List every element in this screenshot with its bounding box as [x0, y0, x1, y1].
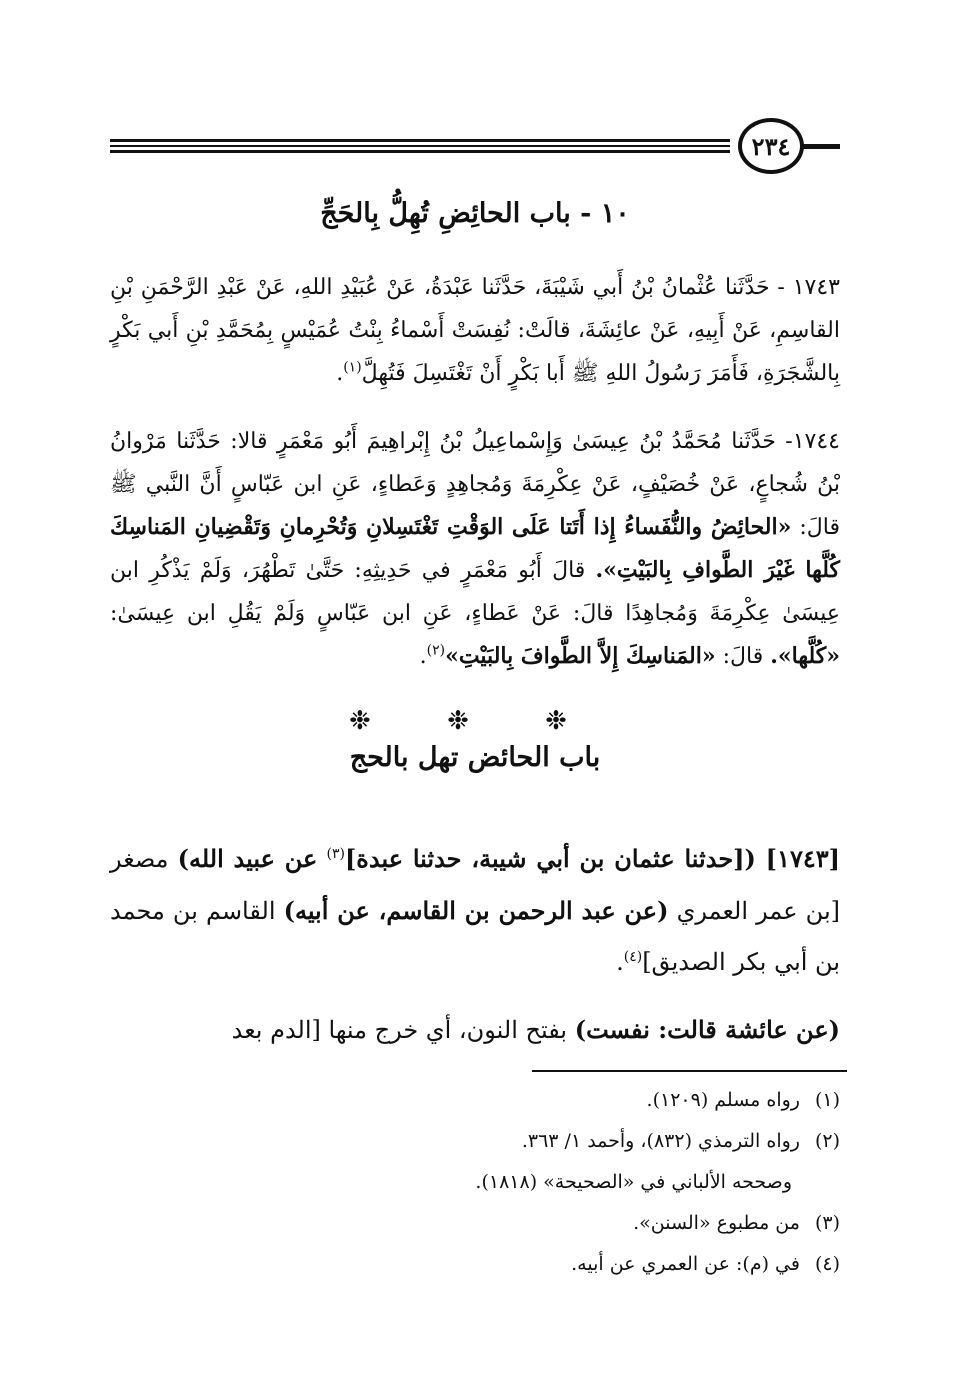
chapter-title: ١٠ - باب الحائِضِ تُهِلُّ بِالحَجِّ: [320, 198, 630, 229]
footnote-ref: (١): [343, 359, 362, 376]
footnote-divider: [532, 1070, 847, 1072]
hadith-text: ١٧٤٤- حَدَّثَنا مُحَمَّدُ بْنُ عِيسَىٰ وَإِسْماعِيلُ بْنُ إِبْراهِيمَ أَبُو مَعْمَرٍ قالا: حَدَّثَنا مَرْوانُ بْنُ شُجاعٍ، عَنْ خُصَيْفٍ، عَنْ عِكْرِمَةَ وَمُجاهِدٍ وَعَطاءٍ، عَنِ ابن عَبّاسٍ أَنَّ النَّبي ﷺ قالَ:: [110, 429, 840, 540]
hadith-text: قالَ أَبُو مَعْمَرٍ في حَدِيثِهِ: حَتَّىٰ تَطْهُرَ، وَلَمْ يَذْكُرِ ابن عِيسَىٰ عِكْرِمَةَ وَمُجاهِدًا قالَ: عَنْ عَطاءٍ، عَنِ ابن عَبّاسٍ وَلَمْ يَقُلِ ابن عِيسَىٰ:: [110, 558, 840, 626]
commentary-text: مصغر [بن عمر العمري: [110, 845, 840, 925]
hadith-matn: «الحائِضُ والنُّفَساءُ إِذا أَتَتا عَلَى الوَقْتِ تَغْتَسِلانِ وَتُحْرِمانِ وَتَقْضِيانِ المَناسِكَ كُلَّها غَيْرَ الطَّوافِ بِالبَيْتِ».: [110, 514, 840, 583]
footnote: [110, 1203, 840, 1244]
footnote-text: من مطبوع «السنن».: [633, 1212, 800, 1234]
header-rule: [110, 139, 730, 142]
footnote-number: (٣): [814, 1212, 840, 1234]
footnote: [110, 1121, 840, 1162]
hadith-text: قالَ:: [722, 644, 764, 669]
footnote-text: في (م): عن العمري عن أبيه.: [571, 1253, 800, 1275]
hadith-matn: «المَناسِكَ إِلاَّ الطَّوافَ بِالبَيْتِ»: [445, 643, 716, 669]
commentary-quote: عن عبيد الله): [177, 844, 318, 873]
header-rule: [110, 150, 730, 153]
hadith-matn: «كُلَّها».: [770, 643, 840, 669]
footnote-ref: (٣): [326, 846, 345, 862]
page-number: ٢٣٤: [738, 118, 804, 174]
hadith-1743: ١٧٤٣ - حَدَّثَنا عُثْمانُ بْنُ أَبي شَيْبَةَ، حَدَّثَنا عَبْدَةُ، عَنْ عُبَيْدِ اللهِ، عَنْ عَبْدِ الرَّحْمَنِ بْنِ القاسِمِ، عَنْ أَبِيهِ، عَنْ عائِشَةَ، قالَتْ: نُفِسَتْ أَسْماءُ بِنْتُ عُمَيْسٍ بِمُحَمَّدِ بْنِ أَبي بَكْرٍ بِالشَّجَرَةِ، فَأَمَرَ رَسُولُ اللهِ ﷺ أَبا بَكْرٍ أَنْ تَغْتَسِلَ فَتُهِلَّ$^{(١)}$.: [110, 275, 840, 386]
section-separator: ❉ ❉ ❉: [349, 706, 601, 736]
commentary-paragraph: [١٧٤٣] ([حدثنا عثمان بن أبي شيبة، حدثنا عبدة]$^{(٣)}$ عن عبيد الله) مصغر [بن عمر العمري (عن عبد الرحمن بن القاسم، عن أبيه) القاسم بن محمد بن أبي بكر الصديق]$^{(٤)}$.: [110, 844, 840, 976]
footnote: [110, 1162, 840, 1203]
commentary-quote: [١٧٤٣] ([حدثنا عثمان بن أبي شيبة، حدثنا عبدة]: [344, 844, 840, 873]
footnote-number: (٤): [814, 1253, 840, 1275]
footnote: [110, 1244, 840, 1285]
footnote-text: رواه الترمذي (٨٣٢)، وأحمد ١/ ٣٦٣.: [521, 1130, 800, 1152]
footnote-ref: (٢): [426, 642, 446, 659]
hadith-1744: ١٧٤٤- حَدَّثَنا مُحَمَّدُ بْنُ عِيسَىٰ وَإِسْماعِيلُ بْنُ إِبْراهِيمَ أَبُو مَعْمَرٍ قالا: حَدَّثَنا مَرْوانُ بْنُ شُجاعٍ، عَنْ خُصَيْفٍ، عَنْ عِكْرِمَةَ وَمُجاهِدٍ وَعَطاءٍ، عَنِ ابن عَبّاسٍ أَنَّ النَّبي ﷺ قالَ: «الحائِضُ والنُّفَساءُ إِذا أَتَتا عَلَى الوَقْتِ تَغْتَسِلانِ وَتُحْرِمانِ وَتَقْضِيانِ المَناسِكَ كُلَّها غَيْرَ الطَّوافِ بِالبَيْتِ». قالَ أَبُو مَعْمَرٍ في حَدِيثِهِ: حَتَّىٰ تَطْهُرَ، وَلَمْ يَذْكُرِ ابن عِيسَىٰ عِكْرِمَةَ وَمُجاهِدًا قالَ: عَنْ عَطاءٍ، عَنِ ابن عَبّاسٍ وَلَمْ يَقُلِ ابن عِيسَىٰ: «كُلَّها». قالَ: «المَناسِكَ إِلاَّ الطَّوافَ بِالبَيْتِ»$^{(٢)}$.: [110, 429, 840, 669]
page-header: [110, 118, 840, 174]
commentary-text: القاسم بن محمد بن أبي بكر الصديق]: [110, 897, 840, 976]
hadith-text: ١٧٤٣ - حَدَّثَنا عُثْمانُ بْنُ أَبي شَيْبَةَ، حَدَّثَنا عَبْدَةُ، عَنْ عُبَيْدِ اللهِ، عَنْ عَبْدِ الرَّحْمَنِ بْنِ القاسِمِ، عَنْ أَبِيهِ، عَنْ عائِشَةَ، قالَتْ: نُفِسَتْ أَسْماءُ بِنْتُ عُمَيْسٍ بِمُحَمَّدِ بْنِ أَبي بَكْرٍ بِالشَّجَرَةِ، فَأَمَرَ رَسُولُ اللهِ ﷺ أَبا بَكْرٍ أَنْ تَغْتَسِلَ فَتُهِلَّ: [110, 275, 840, 386]
footnotes: [110, 1080, 840, 1285]
commentary-text: بفتح النون، أي خرج منها [الدم بعد: [231, 1016, 568, 1044]
header-rule: [110, 145, 730, 147]
footnote: [110, 1080, 840, 1121]
commentary-title: باب الحائض تهل بالحج: [349, 742, 601, 773]
commentary-quote: (عن عبد الرحمن بن القاسم، عن أبيه): [283, 896, 669, 925]
footnote-number: (٢): [814, 1130, 840, 1152]
commentary-quote: (عن عائشة قالت: نفست): [574, 1015, 840, 1044]
footnote-text: وصححه الألباني في «الصحيحة» (١٨١٨).: [475, 1171, 792, 1193]
footnote-text: رواه مسلم (١٢٠٩).: [646, 1089, 800, 1111]
footnote-ref: (٤): [623, 949, 643, 965]
commentary-paragraph: [110, 1004, 840, 1056]
header-rule-right: [800, 144, 840, 149]
footnote-number: (١): [814, 1089, 840, 1111]
